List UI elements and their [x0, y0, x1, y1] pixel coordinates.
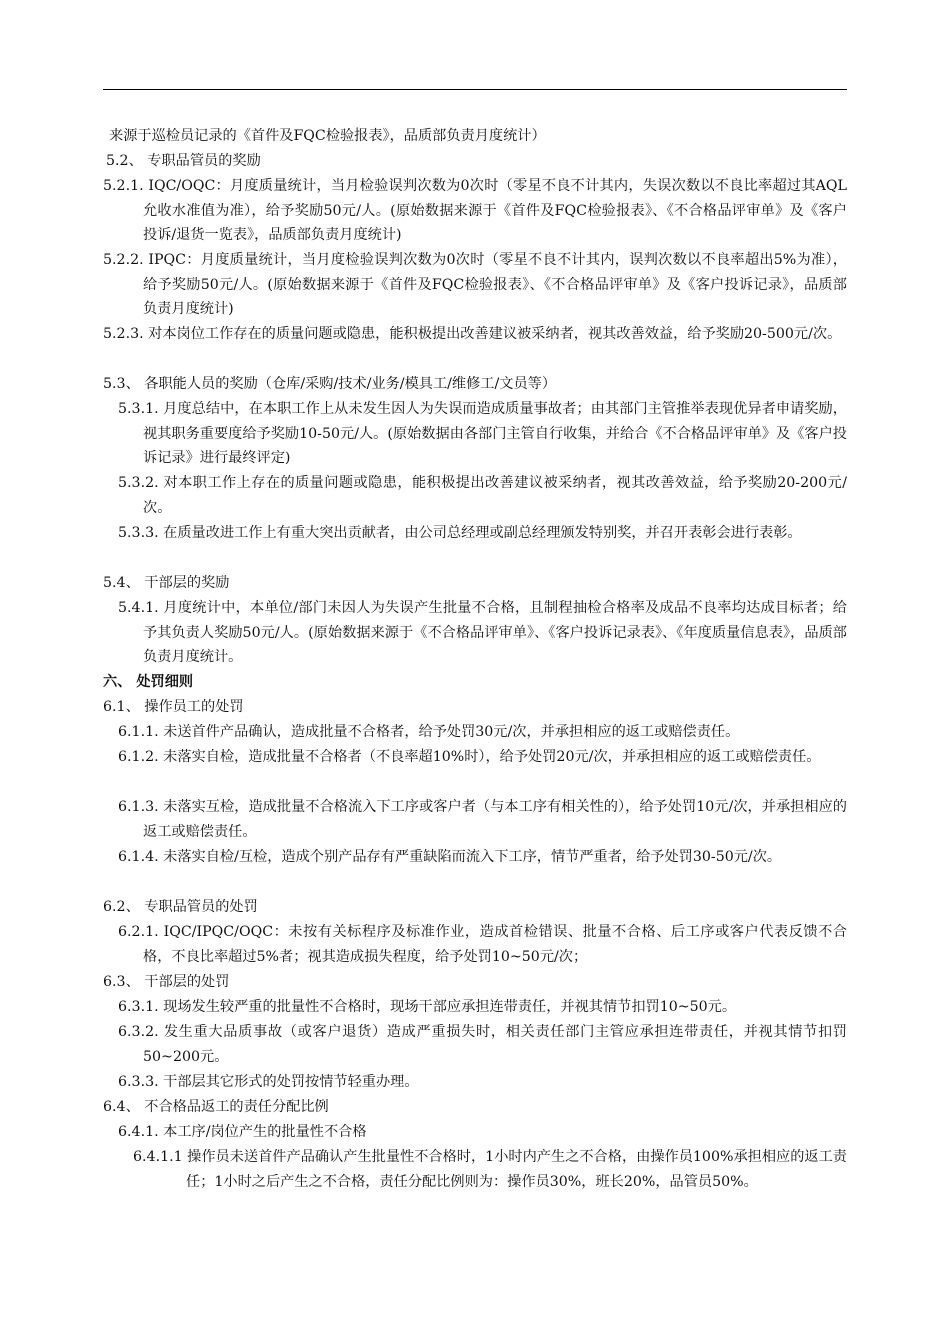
section-number: 5.3.2. — [118, 475, 159, 491]
paragraph-text: 未落实自检/互检，造成个别产品存有严重缺陷而流入下工序，情节严重者，给予处罚30-50元/次。 — [163, 849, 782, 865]
paragraph-text: 月度总结中，在本职工作上从未发生因人为失误而造成质量事故者；由其部门主管推举表现优异者申请奖励，视其职务重要度给予奖励10-50元/人。(原始数据由各部门主管自行收集，并给合《不合格品评审单》及《客户投诉记录》进行最终评定) — [143, 401, 847, 467]
paragraph-h54 — [103, 571, 847, 596]
section-number: 6.4、 — [103, 1099, 140, 1115]
paragraph-text: 来源于巡检员记录的《首件及FQC检验报表》，品质部负责月度统计） — [109, 128, 546, 144]
paragraph-h62 — [103, 895, 847, 920]
section-number: 6.3.2. — [118, 1024, 159, 1040]
paragraph-h641 — [118, 1120, 847, 1145]
paragraph-text: 干部层的处罚 — [144, 974, 230, 990]
section-number: 6.1、 — [103, 699, 140, 715]
paragraph-p531 — [118, 397, 847, 471]
paragraph-p621 — [118, 920, 847, 969]
paragraph-text: 未送首件产品确认，造成批量不合格者，给予处罚30元/次，并承担相应的返工或赔偿责任。 — [163, 724, 740, 740]
paragraph-p523 — [103, 322, 847, 347]
paragraph-text: 月度统计中，本单位/部门未因人为失误产生批量不合格，且制程抽检合格率及成品不良率均达成目标者；给予其负责人奖励50元/人。(原始数据来源于《不合格品评审单》、《客户投诉记录表》、《年度质量信息表》，品质部负责月度统计。 — [143, 600, 847, 666]
paragraph-text: 未落实自检，造成批量不合格者（不良率超10%时），给予处罚20元/次，并承担相应的返工或赔偿责任。 — [163, 749, 821, 765]
paragraph-text: 专职品管员的奖励 — [147, 153, 261, 169]
section-number: 5.4.1. — [118, 600, 159, 616]
section-number: 5.4、 — [103, 575, 140, 591]
section-number: 6.3、 — [103, 974, 140, 990]
paragraph-text: 不合格品返工的责任分配比例 — [144, 1099, 329, 1115]
paragraph-text: 操作员未送首件产品确认产生批量性不合格时，1小时内产生之不合格，由操作员100%承担相应的返工责任；1小时之后产生之不合格，责任分配比例则为：操作员30%，班长20%，品管员50%。 — [186, 1149, 847, 1190]
section-number: 6.1.2. — [118, 749, 159, 765]
paragraph-h61 — [103, 695, 847, 720]
paragraph-text: 干部层其它形式的处罚按情节轻重办理。 — [163, 1074, 419, 1090]
paragraph-text: 发生重大品质事故（或客户退货）造成严重损失时，相关责任部门主管应承担连带责任，并视其情节扣罚50~200元。 — [143, 1024, 847, 1065]
paragraph-p533 — [118, 521, 847, 546]
paragraph-text: 对本岗位工作存在的质量问题或隐患，能积极提出改善建议被采纳者，视其改善效益，给予奖励20-500元/次。 — [148, 326, 842, 342]
paragraph-h64 — [103, 1095, 847, 1120]
section-number: 6.1.3. — [118, 799, 159, 815]
paragraph-text: 处罚细则 — [136, 674, 194, 690]
paragraph-text: IPQC：月度质量统计，当月度检验误判次数为0次时（零星不良不计其内，误判次数以不良率超出5%为准），给予奖励50元/人。(原始数据来源于《首件及FQC检验报表》、《不合格品评审单》及《客户投诉记录》，品质部负责月度统计) — [143, 252, 847, 318]
paragraph-text: 操作员工的处罚 — [144, 699, 244, 715]
section-number: 6.3.1. — [118, 999, 159, 1015]
header-rule — [103, 89, 847, 90]
paragraph-text: 本工序/岗位产生的批量性不合格 — [163, 1124, 367, 1140]
paragraph-p631 — [118, 995, 847, 1020]
paragraph-text: 对本职工作上存在的质量问题或隐患，能积极提出改善建议被采纳者，视其改善效益，给予奖励20-200元/次。 — [143, 475, 847, 516]
paragraph-p614 — [118, 845, 847, 870]
paragraph-text: 专职品管员的处罚 — [144, 899, 258, 915]
paragraph-p632 — [118, 1020, 847, 1069]
section-number: 6.2.1. — [118, 924, 159, 940]
section-number: 6.1.1. — [118, 724, 159, 740]
paragraph-text: 未落实互检，造成批量不合格流入下工序或客户者（与本工序有相关性的），给予处罚10元/次，并承担相应的返工或赔偿责任。 — [143, 799, 847, 840]
section-number: 5.2、 — [106, 153, 143, 169]
paragraph-h63 — [103, 970, 847, 995]
paragraph-p613 — [118, 795, 847, 844]
section-number: 5.3.1. — [118, 401, 159, 417]
paragraph-text: IQC/IPQC/OQC：未按有关标程序及标准作业，造成首检错误、批量不合格、后工序或客户代表反馈不合格，不良比率超过5%者；视其造成损失程度，给予处罚10~50元/次； — [143, 924, 847, 965]
paragraph-p1 — [109, 124, 847, 149]
paragraph-h52 — [106, 149, 846, 174]
section-number: 5.2.1. — [103, 178, 144, 194]
section-number: 5.2.3. — [103, 326, 144, 342]
paragraph-text: 干部层的奖励 — [144, 575, 230, 591]
paragraph-p633 — [118, 1070, 847, 1095]
section-number: 5.2.2. — [103, 252, 144, 268]
section-number: 6.2、 — [103, 899, 140, 915]
section-number: 6.4.1.1 — [133, 1149, 183, 1165]
paragraph-p6411 — [133, 1145, 847, 1194]
paragraph-p532 — [118, 471, 847, 520]
paragraph-p612 — [118, 745, 847, 770]
paragraph-p521 — [103, 174, 847, 248]
paragraph-text: IQC/OQC：月度质量统计，当月检验误判次数为0次时（零星不良不计其内，失误次数以不良比率超过其AQL允收水准值为准），给予奖励50元/人。(原始数据来源于《首件及FQC检验报表》、《不合格品评审单》及《客户投诉/退货一览表》，品质部负责月度统计) — [143, 178, 847, 244]
section-number: 5.3、 — [103, 376, 140, 392]
paragraph-text: 现场发生较严重的批量性不合格时，现场干部应承担连带责任，并视其情节扣罚10~50元。 — [163, 999, 737, 1015]
paragraph-h53 — [103, 372, 847, 397]
section-number: 六、 — [103, 674, 132, 690]
section-number: 5.3.3. — [118, 525, 159, 541]
section-number: 6.3.3. — [118, 1074, 159, 1090]
paragraph-text: 在质量改进工作上有重大突出贡献者，由公司总经理或副总经理颁发特别奖，并召开表彰会进行表彰。 — [163, 525, 802, 541]
paragraph-p541 — [118, 596, 847, 670]
paragraph-h6 — [103, 670, 847, 695]
paragraph-p522 — [103, 248, 847, 322]
section-number: 6.4.1. — [118, 1124, 159, 1140]
paragraph-p611 — [118, 720, 847, 745]
section-number: 6.1.4. — [118, 849, 159, 865]
paragraph-text: 各职能人员的奖励（仓库/采购/技术/业务/模具工/维修工/文员等） — [144, 376, 557, 392]
